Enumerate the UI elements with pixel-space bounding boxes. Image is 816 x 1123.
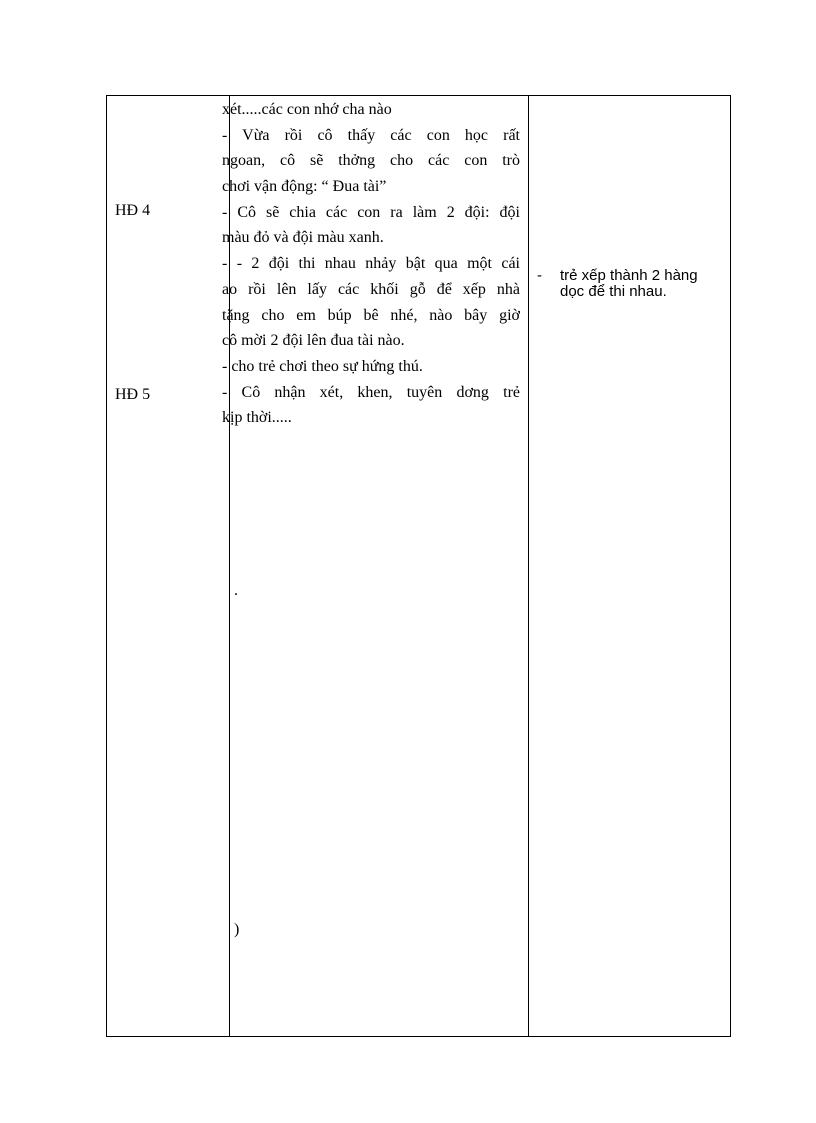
content-line: - - 2 đội thi nhau nhảy bật qua một cái [222, 255, 520, 273]
activity-label-hd5: HĐ 5 [115, 386, 151, 403]
content-line: ngoan, cô sẽ thởng cho các con trò [222, 152, 520, 170]
content-line: - cho trẻ chơi theo sự hứng thú. [222, 357, 423, 375]
stray-dot: . [234, 582, 238, 599]
content-line: - Vừa rồi cô thấy các con học rất [222, 126, 520, 144]
content-line: chơi vận động: “ Đua tài” [222, 178, 387, 196]
content-line: tặng cho em búp bê nhé, nào bây giờ [222, 306, 520, 324]
stray-paren: ) [234, 921, 240, 938]
content-line: ao rồi lên lấy các khối gỗ để xếp nhà [222, 280, 520, 298]
content-line: kịp thời..... [222, 409, 292, 427]
content-line: - Cô sẽ chia các con ra làm 2 đội: đội [222, 203, 520, 221]
content-line: màu đỏ và đội màu xanh. [222, 229, 384, 247]
content-line: xét.....các con nhớ cha nào [222, 101, 392, 118]
list-dash: - [537, 267, 542, 284]
activity-content-column [222, 96, 528, 1036]
activity-label-hd4: HĐ 4 [115, 202, 151, 219]
lesson-table [106, 95, 731, 1037]
content-line: cô mời 2 đội lên đua tài nào. [222, 332, 405, 350]
content-line: - Cô nhận xét, khen, tuyên dơng trẻ [222, 383, 520, 401]
child-activity-text: trẻ xếp thành 2 hàng dọc để thi nhau. [560, 267, 698, 300]
column-divider-2 [528, 96, 529, 1036]
child-activity-column [537, 267, 710, 300]
